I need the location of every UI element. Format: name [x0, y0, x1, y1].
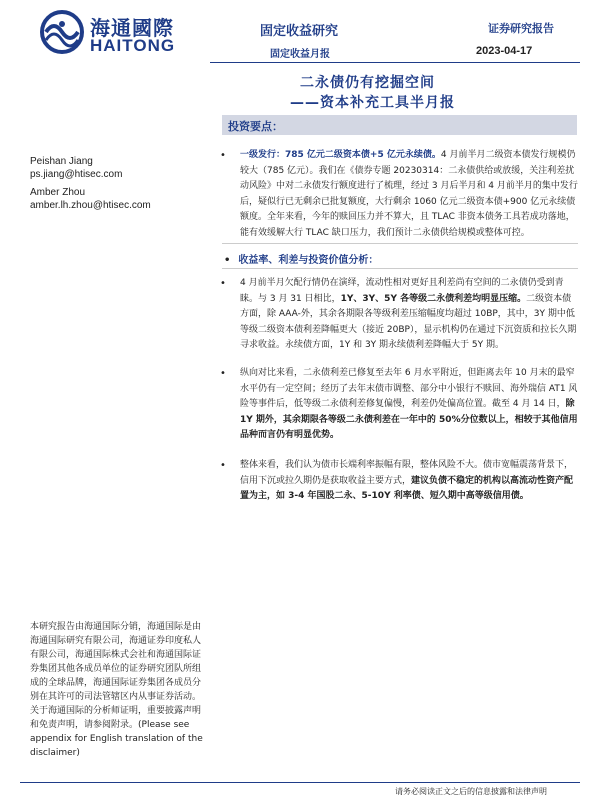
comparison-text-b: 除 1Y 期外，其余期限各等级二永债利差在一年中的 50%分位数以上，相较于其他信用品种而言仍有明显优势。	[240, 399, 578, 440]
bullet-icon: •	[220, 278, 226, 289]
issuance-lead: 一级发行：785 亿元二级资本债+5 亿元永续债。	[240, 150, 441, 160]
paragraph-comparison	[220, 366, 580, 444]
paragraph-issuance	[220, 148, 580, 241]
analyst-email: ps.jiang@htisec.com	[30, 169, 123, 180]
report-category: 固定收益研究	[260, 24, 339, 39]
bullet-icon: •	[220, 368, 226, 379]
logo-english-text: HAITONG	[90, 36, 176, 55]
outlook-text-a: 整体来看，我们认为债市长端利率振幅有限，整体风险不大。债市宽幅震荡背景下，信用下沉或拉久期仍是获取收益主要方式，	[240, 460, 574, 486]
report-subtitle: ——资本补充工具半月报	[290, 95, 455, 111]
section-header-analysis	[224, 251, 378, 266]
footer-divider	[20, 782, 580, 783]
key-points-label: 投资要点：	[228, 120, 283, 133]
comparison-text-a: 纵向对比来看，二永债利差已修复至去年 6 月水平附近，但距离去年 10 月末的最窄水平仍有一定空间；经历了去年末债市调整、部分中小银行不赎回、海外瑞信 AT1 风险等事件后，低等级二永债利差修复偏慢，利差仍处偏高位置。截至 4 月 14 日，	[240, 368, 578, 409]
section-title: 收益率、利差与投资价值分析：	[238, 255, 379, 266]
bullet-icon: •	[220, 150, 226, 161]
spread-text-c: 二级资本债方面，除 AAA-外，其余各期限各等级利差压缩幅度均超过 10BP，其中，3Y 期中低等级二级资本债利差降幅更大（接近 20BP），显示机构仍在通过下沉资质和拉长久期寻求收益。永续债方面，1Y 和 3Y 期永续债利差降幅大于 5Y 期。	[240, 293, 577, 350]
paragraph-outlook	[220, 458, 580, 505]
disclaimer-text: 本研究报告由海通国际分销，海通国际是由海通国际研究有限公司，海通证券印度私人有限公司，海通国际株式会社和海通国际证券集团其他各成员单位的证券研究团队所组成的全球品牌，海通国际证券集团各成员分别在其许可的司法管辖区内从事证券活动。关于海通国际的分析师证明，重要披露声明和免责声明，请参阅附录。(Please see appendix for English translation of the disclaimer)	[30, 622, 203, 758]
analyst-email: amber.lh.zhou@htisec.com	[30, 200, 151, 211]
section-divider	[222, 268, 578, 269]
haitong-emblem-icon	[40, 10, 84, 54]
outlook-text-c: 如 3-4 年国股二永、5-10Y 利率债、短久期中高等级信用债。	[276, 491, 529, 501]
haitong-logo	[40, 10, 200, 58]
report-date: 2023-04-17	[476, 45, 533, 57]
bullet-icon: •	[220, 460, 226, 471]
analyst-name: Peishan Jiang	[30, 156, 93, 167]
header-divider	[210, 62, 580, 63]
spread-text-a: 4 月前半月欠配行情仍在演绎，流动性相对更好且利差尚有空间的二永债仍受到青睐。与 3 月 31 日相比，	[240, 278, 564, 304]
logo-chinese-text: 海通國際	[90, 16, 174, 40]
footer-notice: 请务必阅读正文之后的信息披露和法律声明	[395, 787, 547, 796]
analyst-2	[30, 186, 151, 212]
issuance-body: 4 月前半月二级资本债发行规模仍较大（785 亿元）。我们在《债券专题 20230314：二永债供给或放缓，关注利差扰动风险》中对二永债发行额度进行了梳理，经过 3 月后半月和 4 月前半月的集中发行后，疑似行已无剩余已批复额度，大行剩余 1060 亿元二级资本债+900 亿元永续债额度。全年来看，今年的赎回压力并不算大，且 TLAC 非资本债务工具若成功落地，能有效缓解大行 TLAC 缺口压力，我们预计二永债供给规模或整体可控。	[240, 150, 578, 238]
analyst-1	[30, 155, 122, 181]
analyst-name: Amber Zhou	[30, 187, 86, 198]
spread-text-b: 1Y、3Y、5Y 各等级二永债利差均明显压缩。	[340, 293, 527, 304]
outlook-text-b: 建议负债不稳定的机构以高流动性资产配置为主，	[240, 475, 574, 501]
report-title: 二永债仍有挖掘空间	[300, 75, 435, 91]
paragraph-spread	[220, 276, 580, 354]
key-points-bar	[222, 115, 577, 135]
report-type: 证券研究报告	[488, 22, 554, 35]
bullet-icon: •	[224, 255, 231, 266]
section-divider	[222, 243, 578, 244]
report-subcategory: 固定收益月报	[270, 49, 330, 60]
